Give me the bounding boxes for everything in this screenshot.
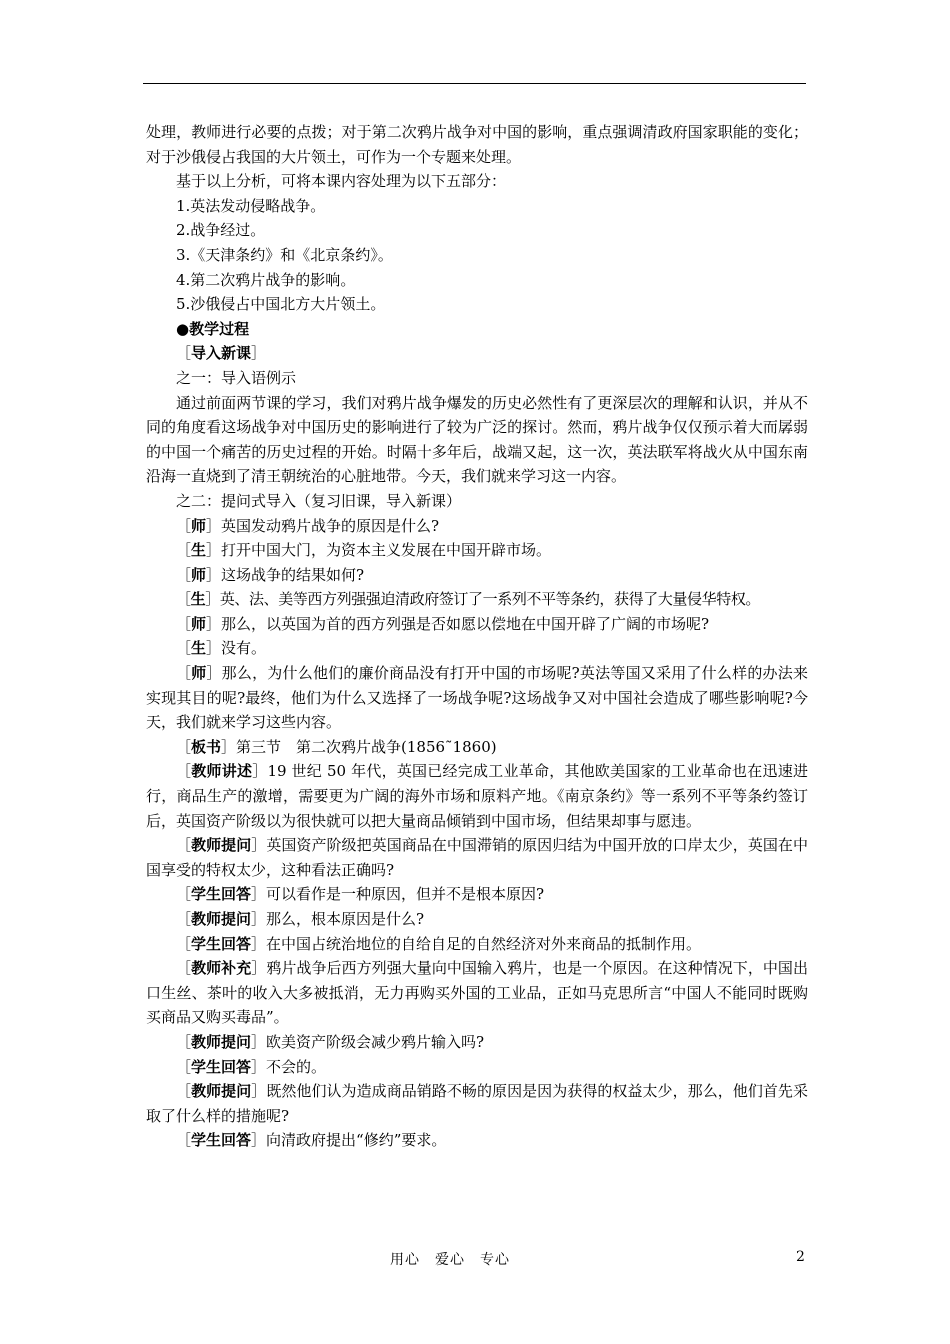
paragraph-text: ［ [176,1131,192,1150]
paragraph [146,587,808,612]
paragraph [146,538,808,563]
paragraph [146,612,808,637]
paragraph [146,268,808,293]
footer-motto: 用心 爱心 专心 [390,1252,510,1268]
bold-label: 师 [191,614,207,633]
bold-label: 教师讲述 [191,762,253,781]
paragraph [146,1055,808,1080]
paragraph-text: ［ [176,614,192,633]
paragraph [146,514,808,539]
paragraph-text: ［ [176,836,192,855]
paragraph-text: ］欧美资产阶级会减少鸦片输入吗? [251,1032,485,1051]
paragraph [146,317,808,342]
paragraph-text: ［ [176,1057,192,1076]
bold-label: 师 [191,664,207,683]
paragraph-text: ］那么，根本原因是什么? [251,910,425,928]
paragraph-text: ［ [176,885,192,904]
paragraph [146,735,808,760]
paragraph [146,759,808,833]
bold-label: 导入新课 [191,344,252,363]
bold-label: 教师提问 [191,1032,252,1051]
bold-label: 师 [191,516,207,535]
paragraph [146,882,808,907]
paragraph [146,661,808,735]
bold-label: 板书 [191,737,222,756]
bold-label: 生 [190,590,206,609]
paragraph-text: ［ [176,959,192,978]
paragraph [146,243,808,268]
paragraph-text: 5.沙俄侵占中国北方大片领土。 [176,295,386,314]
paragraph-text: ］既然他们认为造成商品销路不畅的原因是因为获得的权益太少，那么，他们首先采取了什么样的措施呢? [146,1082,808,1125]
paragraph-text: ［ [176,565,192,584]
paragraph [146,956,808,1030]
document-body [146,120,808,1153]
paragraph [146,169,808,194]
paragraph-text: ］英国资产阶级把英国商品在中国滞销的原因归结为中国开放的口岸太少，英国在中国享受的特权太少，这种看法正确吗? [146,836,808,879]
paragraph-text: ［ [176,344,192,363]
bold-label: 学生回答 [191,1131,252,1150]
page-number: 2 [796,1249,805,1265]
paragraph [146,366,808,391]
paragraph [146,194,808,219]
bold-label: ●教学过程 [176,319,250,338]
paragraph [146,636,808,661]
paragraph-text: 3.《天津条约》和《北京条约》。 [176,245,393,264]
paragraph [146,1030,808,1055]
paragraph-text: ］那么，为什么他们的廉价商品没有打开中国的市场呢?英法等国又采用了什么样的办法来实现其目的呢?最终，他们为什么又选择了一场战争呢?这场战争又对中国社会造成了哪些影响呢?今天，我们就来学习这些内容。 [146,664,808,732]
paragraph [146,120,808,169]
paragraph-text: ］没有。 [206,639,267,658]
paragraph-text: ］打开中国大门，为资本主义发展在中国开辟市场。 [206,541,552,560]
paragraph [146,489,808,514]
paragraph-text: ］ [251,344,267,363]
paragraph [146,833,808,882]
bold-label: 学生回答 [191,885,252,904]
header-rule [143,83,806,84]
paragraph-text: ［ [176,1082,192,1101]
paragraph-text: ［ [176,934,192,953]
bold-label: 教师补充 [191,959,252,978]
paragraph-text: ］英、法、美等西方列强强迫清政府签订了一系列不平等条约，获得了大量侵华特权。 [205,590,761,609]
paragraph-text: ］向清政府提出“修约”要求。 [251,1131,447,1150]
paragraph-text: 4.第二次鸦片战争的影响。 [176,270,356,289]
paragraph-text: 1.英法发动侵略战争。 [176,196,326,215]
bold-label: 生 [191,639,207,658]
paragraph-text: ［ [176,664,192,683]
paragraph-text: 2.战争经过。 [176,221,266,240]
paragraph [146,292,808,317]
paragraph-text: ］鸦片战争后西方列强大量向中国输入鸦片，也是一个原因。在这种情况下，中国出口生丝、茶叶的收入大多被抵消，无力再购买外国的工业品，正如马克思所言“中国人不能同时既购买商品又购买毒品”。 [146,959,808,1027]
paragraph-text: ［ [176,590,191,609]
paragraph-text: 之一：导入语例示 [176,368,297,387]
paragraph [146,1128,808,1153]
paragraph [146,563,808,588]
paragraph-text: ［ [176,762,192,781]
paragraph-text: 基于以上分析，可将本课内容处理为以下五部分： [176,172,507,191]
paragraph-text: ［ [176,639,192,658]
bold-label: 学生回答 [191,1057,252,1076]
bold-label: 教师提问 [191,910,252,928]
paragraph-text: ］19 世纪 50 年代，英国已经完成工业革命，其他欧美国家的工业革命也在迅速进行，商品生产的激增，需要更为广阔的海外市场和原料产地。《南京条约》等一系列不平等条约签订后，英国资产阶级以为很快就可以把大量商品倾销到中国市场，但结果却事与愿违。 [146,762,808,830]
bold-label: 教师提问 [191,1082,252,1101]
paragraph-text: ］这场战争的结果如何? [206,565,365,584]
paragraph-text: ［ [176,541,192,560]
paragraph-text: 处理，教师进行必要的点拨；对于第二次鸦片战争对中国的影响，重点强调清政府国家职能的变化；对于沙俄侵占我国的大片领土，可作为一个专题来处理。 [146,123,808,166]
paragraph [146,907,808,932]
paragraph-text: ［ [176,516,192,535]
paragraph-text: 之二：提问式导入（复习旧课，导入新课） [176,491,462,510]
bold-label: 教师提问 [191,836,252,855]
paragraph-text: ］在中国占统治地位的自给自足的自然经济对外来商品的抵制作用。 [251,934,702,953]
paragraph-text: ［ [176,1032,192,1051]
paragraph-text: 通过前面两节课的学习，我们对鸦片战争爆发的历史必然性有了更深层次的理解和认识，并从不同的角度看这场战争对中国历史的影响进行了较为广泛的探讨。然而，鸦片战争仅仅预示着大而孱弱的中国一个痛苦的历史过程的开始。时隔十多年后，战端又起，这一次，英法联军将战火从中国东南沿海一直烧到了清王朝统治的心脏地带。今天，我们就来学习这一内容。 [146,393,808,486]
paragraph [146,218,808,243]
paragraph-text: ［ [176,910,192,928]
bold-label: 学生回答 [191,934,252,953]
paragraph [146,391,808,489]
paragraph-text: ］英国发动鸦片战争的原因是什么? [206,516,440,535]
bold-label: 师 [191,565,207,584]
bold-label: 生 [191,541,207,560]
paragraph [146,932,808,957]
paragraph-text: ］不会的。 [251,1057,327,1076]
paragraph [146,1079,808,1128]
paragraph-text: ］第三节 第二次鸦片战争(1856˜1860) [221,737,497,756]
paragraph-text: ［ [176,737,192,756]
paragraph [146,341,808,366]
paragraph-text: ］那么，以英国为首的西方列强是否如愿以偿地在中国开辟了广阔的市场呢? [206,614,710,633]
paragraph-text: ］可以看作是一种原因，但并不是根本原因? [251,885,545,904]
